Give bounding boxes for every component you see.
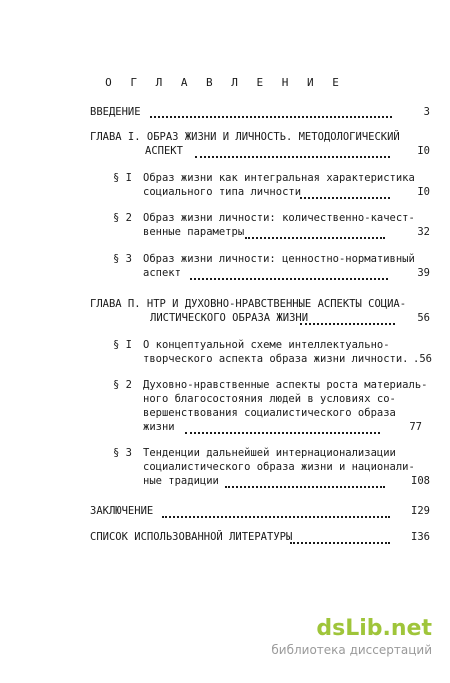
toc-leader: [162, 506, 390, 518]
toc-ch1-line2: АСПЕКТ: [145, 145, 183, 157]
toc-ch1-line1: ГЛАВА I. ОБРАЗ ЖИЗНИ И ЛИЧНОСТЬ. МЕТОДОЛОГИЧЕСКИЙ: [90, 131, 400, 143]
toc-ch1-s1-line1: Образ жизни как интегральная характеристика: [143, 172, 415, 184]
toc-ch1-s2-num: § 2: [113, 212, 132, 224]
toc-bibliography-label: СПИСОК ИСПОЛЬЗОВАННОЙ ЛИТЕРАТУРЫ: [90, 531, 293, 543]
toc-conclusion-page: I29: [411, 505, 430, 517]
toc-ch2-s2-page: 77: [409, 421, 422, 433]
toc-ch2-s1-page: .56: [413, 353, 432, 365]
toc-leader: [300, 187, 390, 199]
toc-ch1-s3-line2: аспект: [143, 267, 181, 279]
watermark-logo: dsLib.net: [316, 616, 432, 641]
toc-ch2-s3-num: § 3: [113, 447, 132, 459]
toc-leader: [245, 227, 385, 239]
watermark-subtitle: библиотека диссертаций: [271, 643, 432, 657]
toc-ch2-s3-page: I08: [411, 475, 430, 487]
toc-leader: [300, 313, 395, 325]
toc-ch2-s2-line3: вершенствования социалистического образа: [143, 407, 396, 419]
toc-ch2-page: 56: [417, 312, 430, 324]
toc-bibliography-page: I36: [411, 531, 430, 543]
toc-leader: [150, 106, 392, 118]
toc-ch1-s2-line1: Образ жизни личности: количественно-качест-: [143, 212, 415, 224]
watermark: [232, 616, 432, 657]
toc-ch2-s3-line2: социалистического образа жизни и национали-: [143, 461, 415, 473]
toc-ch2-s1-line1: О концептуальной схеме интеллектуально-: [143, 339, 390, 351]
toc-intro-label: ВВЕДЕНИЕ: [90, 106, 141, 118]
toc-ch2-s3-line3: ные традиции: [143, 475, 219, 487]
toc-ch1-s3-line1: Образ жизни личности: ценностно-нормативный: [143, 253, 415, 265]
toc-leader: [290, 532, 390, 544]
toc-ch2-line2: ЛИСТИЧЕСКОГО ОБРАЗА ЖИЗНИ: [150, 312, 309, 324]
toc-ch2-s2-line1: Духовно-нравственные аспекты роста материаль-: [143, 379, 428, 391]
toc-ch1-s3-page: 39: [417, 267, 430, 279]
toc-leader: [190, 268, 388, 280]
toc-ch2-s3-line1: Тенденции дальнейшей интернационализации: [143, 447, 396, 459]
toc-intro-page: 3: [423, 106, 430, 118]
toc-ch2-line1: ГЛАВА П. НТР И ДУХОВНО-НРАВСТВЕННЫЕ АСПЕКТЫ СОЦИА-: [90, 298, 407, 310]
toc-ch1-page: I0: [417, 145, 430, 157]
toc-ch2-s1-line2: творческого аспекта образа жизни личности.: [143, 353, 409, 365]
toc-ch2-s2-line2: ного благосостояния людей в условиях со-: [143, 393, 396, 405]
toc-conclusion-label: ЗАКЛЮЧЕНИЕ: [90, 505, 154, 517]
toc-leader: [185, 422, 380, 434]
toc-ch2-s2-line4: жизни: [143, 421, 175, 433]
toc-ch1-s3-num: § 3: [113, 253, 132, 265]
toc-ch1-s2-page: 32: [417, 226, 430, 238]
toc-ch1-s2-line2: венные параметры: [143, 226, 245, 238]
toc-ch2-s2-num: § 2: [113, 379, 132, 391]
toc-leader: [195, 146, 390, 158]
toc-ch2-s1-num: § I: [113, 339, 132, 351]
toc-ch1-s1-page: I0: [417, 186, 430, 198]
toc-ch1-s1-num: § I: [113, 172, 132, 184]
toc-leader: [225, 476, 385, 488]
toc-ch1-s1-line2: социального типа личности: [143, 186, 302, 198]
toc-heading: О Г Л А В Л Е Н И Е: [105, 76, 345, 89]
